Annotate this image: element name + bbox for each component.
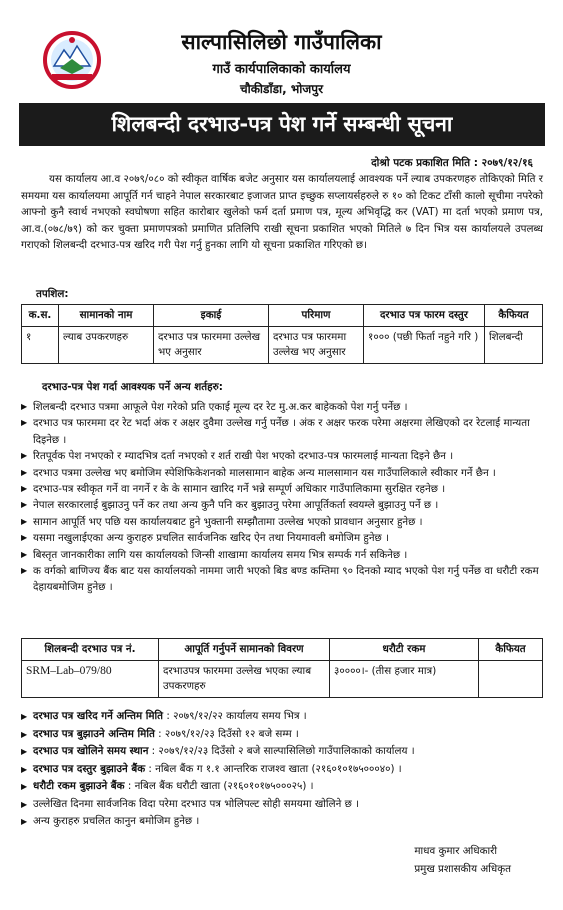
table-cell: १: [22, 327, 59, 364]
detail-label: दरभाउ पत्र दस्तुर बुझाउने बैंक: [33, 762, 146, 775]
list-item: [21, 813, 546, 831]
list-item: ▶ दरभाउ-पत्र स्वीकृत गर्ने वा नगर्ने र के के सामान खारिद गर्ने भन्ने सम्पूर्ण अधिकार गाउँपालिकामा सुरक्षित रहनेछ ।: [21, 481, 546, 497]
table-header: कैफियत: [479, 639, 543, 661]
signature-block: [414, 842, 511, 878]
detail-label: दरभाउ पत्र खोलिने समय स्थान: [33, 745, 149, 757]
table-cell: १००० (पछी फिर्ता नहुने गरि ): [364, 327, 485, 364]
list-item: ▶ सामान आपूर्ति भए पछि यस कार्यालयबाट हुने भुक्तानी सम्झौतामा उल्लेख भएको प्रावधान अनुसार हुनेछ ।: [21, 514, 546, 530]
table-header: सामानको नाम: [59, 305, 154, 327]
table-cell: दरभाउ पत्र फारममा उल्लेख भए अनुसार: [154, 327, 269, 364]
list-item: [21, 743, 546, 761]
office-name: गाउँ कार्यपालिकाको कार्यालय: [212, 62, 351, 77]
table-cell: SRM–Lab–079/80: [22, 661, 159, 698]
list-item: ▶ यसमा नखुलाईएका अन्य कुराहरु प्रचलित सार्वजनिक खरिद ऐन तथा नियमावली बमोजिम हुनेछ ।: [21, 530, 546, 546]
list-item: ▶ दरभाउ पत्र फारममा दर रेट भर्दा अंक र अक्षर दुवैमा उल्लेख गर्नु पर्नेछ । अंक र अक्षर फरक परेमा अक्षरमा लेखिएको दर रेटलाई मान्यता दिइनेछ ।: [21, 415, 546, 448]
list-item: ▶ शिलबन्दी दरभाउ पत्रमा आफूले पेश गरेको प्रति एकाई मूल्य दर रेट मु.अ.कर बाहेकको पेश गर्नु पर्नेछ ।: [21, 399, 546, 415]
intro-paragraph: यस कार्यालय आ.व २०७९/०८० को स्वीकृत वार्षिक बजेट अनुसार यस कार्यालयलाई आवश्यक पर्ने ल्याब उपकरणहरु तोकिएको मिति र समयमा यस कार्यालयमा आपूर्ति गर्न चाहने नेपाल सरकारबाट इजाजत प्राप्त इच्छुक सप्लायर्सहरुले रु १० को टिकट टाँसी कालो सूचीमा नपरेको आफ्नो कुनै स्वार्थ नभएको स्वघोषणा सहित कारोबार खुलेको फर्म दर्ता प्रमाण पत्र, मूल्य अभिवृद्धि कर (VAT) मा दर्ता भएको प्रमाण पत्र, आ.व.(०७८/७९) को कर चुक्ता प्रमाणपत्रको प्रमाणित प्रतिलिपि राखी सूचना प्रकाशित भएको मितिले ७ दिन भित्र यस कार्यालयले उपलब्ध गराएको शिलबन्दी दरभाउ-पत्र खरिद गरी पेश गर्नु हुनका लागि यो सूचना प्रकाशित गरिएको छ।: [21, 173, 543, 251]
detail-value: : २०७९/१२/२३ दिउँसो २ बजे साल्पासिलिछो गाउँपालिकाको कार्यालय ।: [148, 745, 415, 757]
list-item: [21, 761, 546, 779]
final-details-list: [21, 708, 546, 831]
detail-value: : २०७९/१२/२३ दिउँसो १२ बजे सम्म ।: [154, 727, 299, 740]
table-header: इकाई: [154, 305, 269, 327]
table-cell: दरभाउ पत्र फारममा उल्लेख भए अनुसार: [269, 327, 364, 364]
table-cell: ३००००।- (तीस हजार मात्र): [330, 661, 479, 698]
notice-title: शिलबन्दी दरभाउ-पत्र पेश गर्ने सम्बन्धी सूचना: [19, 103, 545, 146]
table-header: आपूर्ति गर्नुपर्ने सामानको विवरण: [159, 639, 330, 661]
office-address: चौकीडाँडा, भोजपुर: [239, 82, 324, 96]
list-item: [21, 708, 546, 726]
detail-value: : नबिल बैंक ग १.१ आन्तरिक राजश्व खाता (२१६०१०१७५०००४०) ।: [145, 762, 402, 775]
table-header: धरौटी रकम: [330, 639, 479, 661]
list-item: ▶ दरभाउ पत्रमा उल्लेख भए बमोजिम स्पेशिफिकेशनको मालसामान बाहेक अन्य मालसामान यस गाउँपालिकाले स्वीकार गर्ने छैन ।: [21, 465, 546, 481]
schedule-label: तपशिल:: [36, 288, 69, 300]
table-header: कैफियत: [485, 305, 543, 327]
table-row: [22, 661, 543, 698]
table-cell: [479, 661, 543, 698]
municipality-name: साल्पासिलिछो गाउँपालिका: [181, 30, 382, 54]
table-cell: दरभाउपत्र फारममा उल्लेख भएका ल्याब उपकरणहरु: [159, 661, 330, 698]
table-header-row: [22, 639, 543, 661]
detail-label: दरभाउ पत्र खरिद गर्ने अन्तिम मिति: [33, 710, 164, 722]
signatory-designation: प्रमुख प्रशासकीय अधिकृत: [414, 863, 511, 875]
conditions-heading: दरभाउ-पत्र पेश गर्दा आवश्यक पर्ने अन्य शर्तहरु:: [42, 381, 223, 393]
letterhead: [0, 0, 563, 100]
list-item: ▶ बिस्तृत जानकारीका लागि यस कार्यालयको जिन्सी शाखामा कार्यालय समय भित्र सम्पर्क गर्न सकिनेछ ।: [21, 547, 546, 563]
list-item: [21, 726, 546, 744]
publish-date: दोश्रो पटक प्रकाशित मिति : २०७९/१२/१६: [371, 157, 533, 169]
detail-value: उल्लेखित दिनमा सार्वजनिक विदा परेमा दरभाउ पत्र भोलिपल्ट सोही समयमा खोलिने छ ।: [33, 797, 359, 810]
list-item: ▶ रितपूर्वक पेश नभएको र म्यादभित्र दर्ता नभएको र शर्त राखी पेश भएको दरभाउ-पत्र फारमलाई मान्यता दिइने छैन ।: [21, 448, 546, 464]
bid-table: [21, 638, 543, 698]
list-item: ▶ क वर्गको बाणिज्य बैंक बाट यस कार्यालयको नाममा जारी भएको बिड बण्ड कम्तिमा ९० दिनको म्याद भएको पेश गर्नु पर्नेछ वा धरौटी रकम देहायबमोजिम हुनेछ ।: [21, 563, 546, 596]
signatory-name: माधव कुमार अधिकारी: [414, 845, 498, 857]
items-table: [21, 304, 543, 364]
table-cell: शिलबन्दी: [485, 327, 543, 364]
detail-value: : २०७९/१२/२२ कार्यालय समय भित्र ।: [163, 710, 307, 722]
table-header-row: [22, 305, 543, 327]
detail-value: : नबिल बैंक धरौटी खाता (२१६०१०१७५०००२५) ।: [124, 780, 314, 792]
table-cell: ल्याब उपकरणहरु: [59, 327, 154, 364]
detail-value: अन्य कुराहरु प्रचलित कानुन बमोजिम हुनेछ ।: [33, 815, 200, 827]
table-row: [22, 327, 543, 364]
table-header: दरभाउ पत्र फारम दस्तुर: [364, 305, 485, 327]
table-header: क.स.: [22, 305, 59, 327]
conditions-list: [21, 399, 546, 596]
list-item: [21, 778, 546, 796]
detail-label: दरभाउ पत्र बुझाउने अन्तिम मिति: [33, 727, 155, 740]
detail-label: धरौटी रकम बुझाउने बैंक: [33, 780, 125, 792]
list-item: [21, 796, 546, 814]
list-item: ▶ नेपाल सरकारलाई बुझाउनु पर्ने कर तथा अन्य कुनै पनि कर बुझाउनु परेमा आपूर्तिकर्ता स्वयम्ले बुझाउनु पर्ने छ ।: [21, 497, 546, 513]
table-header: शिलबन्दी दरभाउ पत्र नं.: [22, 639, 159, 661]
table-header: परिमाण: [269, 305, 364, 327]
